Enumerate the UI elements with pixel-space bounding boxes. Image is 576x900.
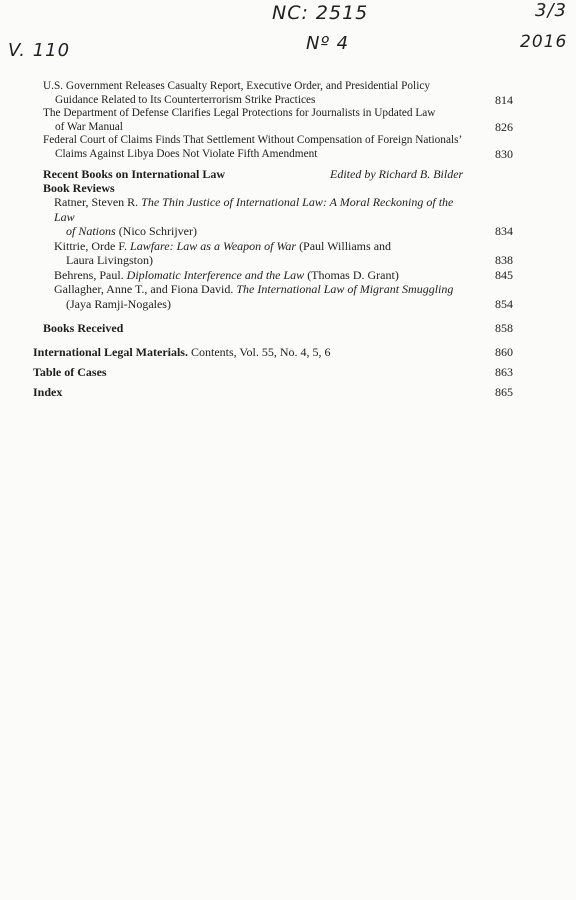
page-number: 834	[495, 224, 513, 238]
handwritten-issue-number: Nº 4	[306, 33, 350, 54]
page-number: 814	[495, 92, 513, 107]
page-number: 863	[495, 365, 513, 379]
toc-entry-casualty-report: U.S. Government Releases Casualty Report, Executive Order, and Presidential Policy Guidance Related to Its Counterterrorism Strike Practices 814	[43, 80, 513, 107]
page-number: 830	[495, 146, 513, 161]
book-review-gallagher: Gallagher, Anne T., and Fiona David. The International Law of Migrant Smuggling (Jaya Ramji-Nogales) 854	[54, 282, 513, 311]
page-number: 858	[495, 321, 513, 335]
book-review-kittrie: Kittrie, Orde F. Lawfare: Law as a Weapon of War (Paul Williams and Laura Livingston) 838	[54, 238, 513, 267]
handwritten-date-bottom: 2016	[520, 32, 568, 52]
handwritten-volume: V. 110	[8, 40, 71, 61]
index-row: Index 865	[33, 385, 513, 399]
table-of-contents	[33, 80, 513, 399]
page-number: 854	[495, 296, 513, 311]
handwritten-date-top: 3/3	[535, 0, 567, 21]
page-number: 845	[495, 267, 513, 282]
page-number: 865	[495, 385, 513, 399]
page-number: 826	[495, 119, 513, 134]
book-reviews-heading: Book Reviews	[43, 181, 115, 195]
ilm-row: International Legal Materials. Contents, Vol. 55, No. 4, 5, 6 860	[33, 345, 513, 359]
recent-books-heading: Recent Books on International Law Edited by Richard B. Bilder	[43, 167, 464, 181]
toc-entry-journalist-protections: The Department of Defense Clarifies Legal Protections for Journalists in Updated Law of War Manual 826	[43, 107, 513, 134]
page-number: 860	[495, 345, 513, 359]
editor-credit: Edited by Richard B. Bilder	[330, 167, 464, 181]
books-received-row: Books Received 858	[43, 321, 513, 335]
table-of-cases-row: Table of Cases 863	[33, 365, 513, 379]
handwritten-catalog-number: NC: 2515	[272, 2, 369, 24]
page-number: 838	[495, 253, 513, 267]
book-review-ratner: Ratner, Steven R. The Thin Justice of International Law: A Moral Reckoning of the Law of Nations (Nico Schrijver) 834	[54, 195, 513, 238]
book-review-behrens: Behrens, Paul. Diplomatic Interference and the Law (Thomas D. Grant) 845	[54, 267, 513, 282]
toc-entry-court-of-claims: Federal Court of Claims Finds That Settlement Without Compensation of Foreign Nationals’ Claims Against Libya Does Not Violate Fifth Amendment 830	[43, 134, 513, 161]
